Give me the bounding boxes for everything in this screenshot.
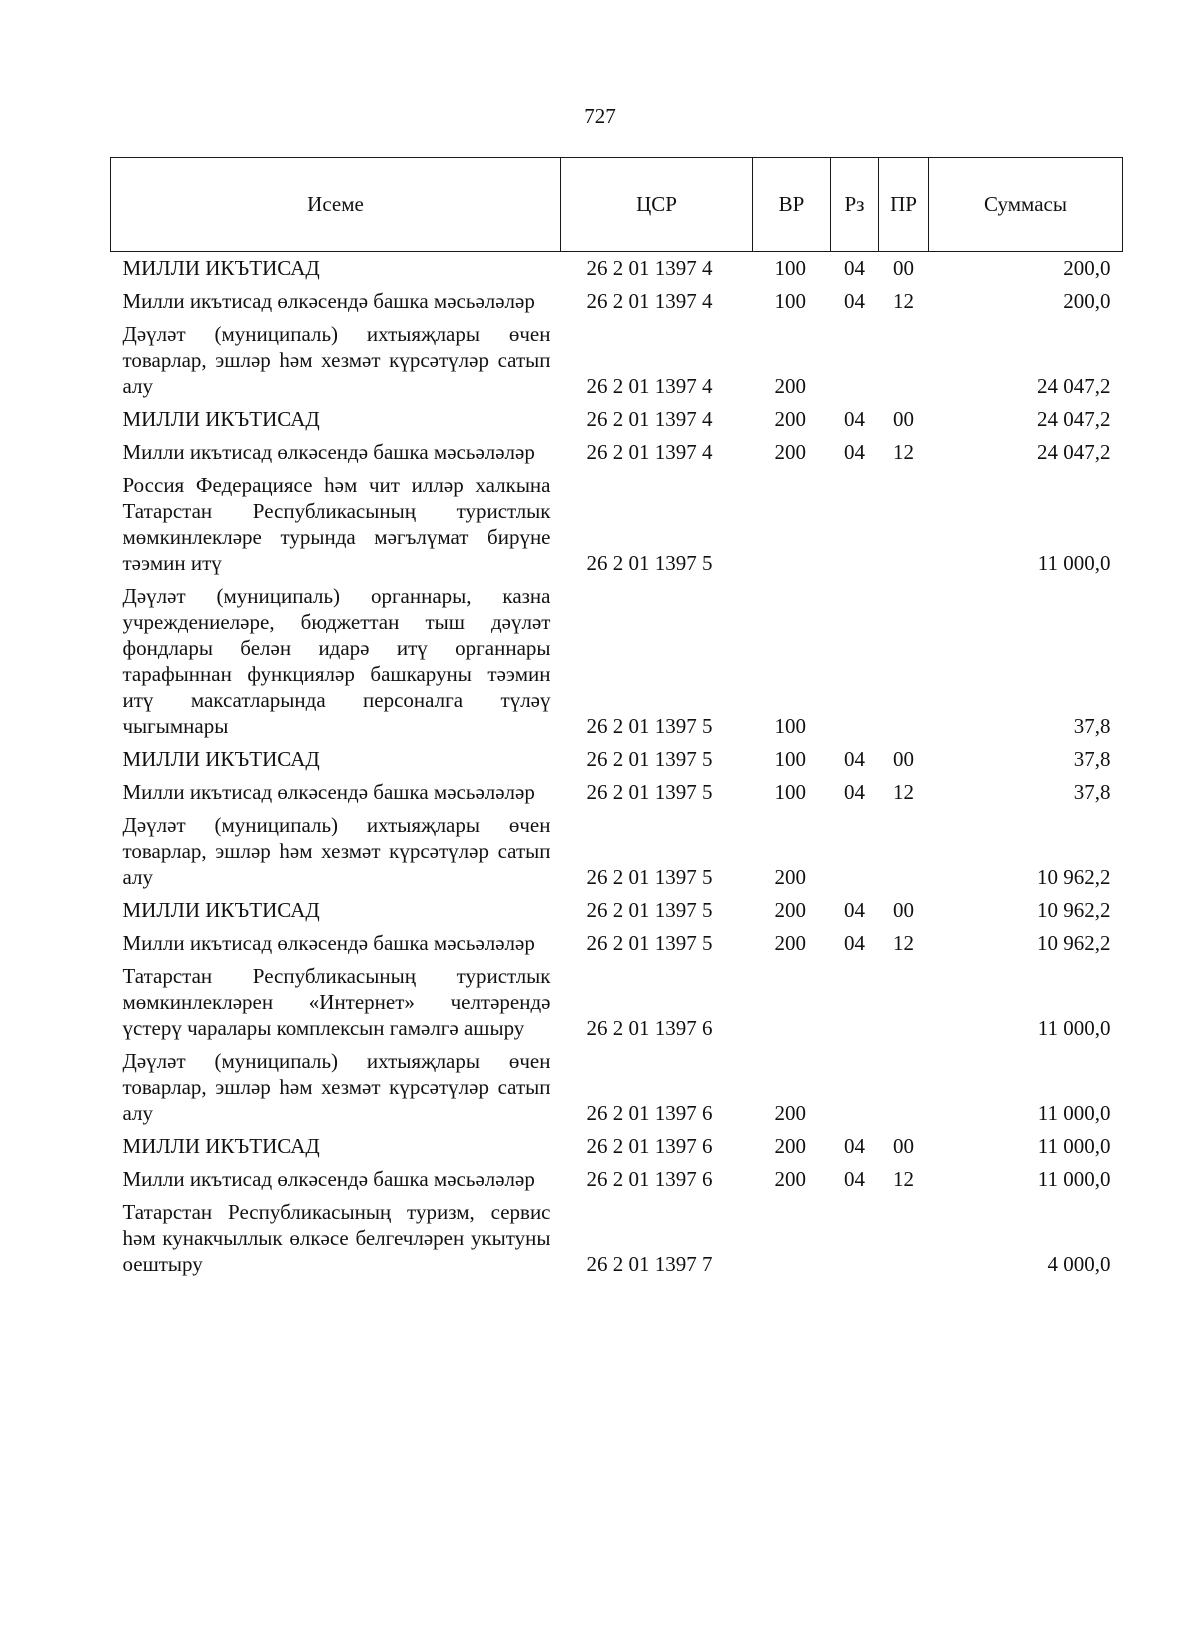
table-row [111,1163,1123,1196]
csr-cell: 26 2 01 1397 5 [586,780,713,804]
vr-cell: 200 [774,407,806,431]
vr-cell: 200 [774,440,806,464]
vr-cell: 100 [774,747,806,771]
header-sum: Суммасы [929,158,1123,252]
pr-cell: 00 [893,407,914,431]
table-row [111,318,1123,403]
name-cell: Милли икътисад өлкәсендә башка мәсьәләләр [122,780,535,804]
name-cell: Милли икътисад өлкәсендә башка мәсьәләләр [122,440,535,464]
name-cell: Дәүләт (муниципаль) ихтыяҗлары өчен товарлар, эшләр һәм хезмәт күрсәтүләр сатып алу [122,813,551,889]
pr-cell [879,960,929,1045]
table-row [111,469,1123,580]
sum-cell: 10 962,2 [1037,898,1111,922]
pr-cell [879,580,929,743]
sum-cell: 11 000,0 [1037,1134,1111,1158]
rz-cell: 04 [844,256,865,280]
csr-cell: 26 2 01 1397 7 [586,1252,713,1276]
vr-cell [753,469,831,580]
name-cell: Татарстан Республикасының туристлык мөмкинлекләрен «Интернет» челтәрендә үстерү чаралары комплексын гамәлгә ашыру [122,964,551,1040]
header-vr: ВР [753,158,831,252]
csr-cell: 26 2 01 1397 4 [586,289,713,313]
table-body [111,252,1123,1282]
name-cell: МИЛЛИ ИКЪТИСАД [122,256,320,280]
name-cell: Милли икътисад өлкәсендә башка мәсьәләләр [122,289,535,313]
csr-cell: 26 2 01 1397 5 [586,551,713,575]
name-cell: Милли икътисад өлкәсендә башка мәсьәләләр [122,931,535,955]
name-cell: МИЛЛИ ИКЪТИСАД [122,898,320,922]
budget-table [110,157,1123,1281]
name-cell: Милли икътисад өлкәсендә башка мәсьәләләр [122,1167,535,1191]
table-header [111,158,1123,252]
sum-cell: 10 962,2 [1037,865,1111,889]
sum-cell: 37,8 [1073,747,1111,771]
table-row [111,436,1123,469]
rz-cell: 04 [844,289,865,313]
csr-cell: 26 2 01 1397 5 [586,865,713,889]
pr-cell [879,469,929,580]
vr-cell: 100 [774,780,806,804]
header-pr: ПР [879,158,929,252]
pr-cell: 12 [893,931,914,955]
table-row [111,809,1123,894]
sum-cell: 200,0 [1063,256,1111,280]
pr-cell: 00 [893,256,914,280]
table-row [111,960,1123,1045]
header-rz: Рз [831,158,879,252]
vr-cell: 100 [774,256,806,280]
name-cell: Дәүләт (муниципаль) органнары, казна учреждениеләре, бюджеттан тыш дәүләт фондлары белән идарә итү органнары тарафыннан функцияләр башкаруны тәэмин итү максатларында персоналга түләү чыгымнары [122,584,551,738]
pr-cell: 12 [893,440,914,464]
table-row [111,285,1123,318]
csr-cell: 26 2 01 1397 6 [586,1167,713,1191]
name-cell: МИЛЛИ ИКЪТИСАД [122,747,320,771]
name-cell: Россия Федерациясе һәм чит илләр халкына Татарстан Республикасының туристлык мөмкинлекләре турында мәгълүмат бирүне тәэмин итү [122,473,551,575]
sum-cell: 11 000,0 [1037,1101,1111,1125]
vr-cell: 200 [774,865,806,889]
name-cell: МИЛЛИ ИКЪТИСАД [122,407,320,431]
header-csr: ЦСР [561,158,753,252]
csr-cell: 26 2 01 1397 6 [586,1016,713,1040]
sum-cell: 24 047,2 [1037,374,1111,398]
table-row [111,927,1123,960]
pr-cell [879,318,929,403]
vr-cell: 200 [774,1101,806,1125]
table-row [111,894,1123,927]
sum-cell: 200,0 [1063,289,1111,313]
rz-cell [831,1045,879,1130]
sum-cell: 24 047,2 [1037,440,1111,464]
csr-cell: 26 2 01 1397 5 [586,714,713,738]
vr-cell: 200 [774,374,806,398]
sum-cell: 10 962,2 [1037,931,1111,955]
csr-cell: 26 2 01 1397 4 [586,407,713,431]
pr-cell: 12 [893,289,914,313]
table-row [111,252,1123,286]
rz-cell: 04 [844,1134,865,1158]
sum-cell: 4 000,0 [1047,1252,1111,1276]
vr-cell [753,960,831,1045]
csr-cell: 26 2 01 1397 4 [586,256,713,280]
name-cell: Дәүләт (муниципаль) ихтыяҗлары өчен товарлар, эшләр һәм хезмәт күрсәтүләр сатып алу [122,1049,551,1125]
csr-cell: 26 2 01 1397 5 [586,931,713,955]
table-row [111,1045,1123,1130]
rz-cell [831,809,879,894]
sum-cell: 37,8 [1073,714,1111,738]
vr-cell: 200 [774,898,806,922]
pr-cell [879,1045,929,1130]
rz-cell: 04 [844,747,865,771]
rz-cell [831,318,879,403]
sum-cell: 37,8 [1073,780,1111,804]
csr-cell: 26 2 01 1397 6 [586,1101,713,1125]
pr-cell: 12 [893,780,914,804]
sum-cell: 11 000,0 [1037,1016,1111,1040]
vr-cell: 100 [774,289,806,313]
sum-cell: 11 000,0 [1037,551,1111,575]
name-cell: Татарстан Республикасының туризм, сервис һәм кунакчыллык өлкәсе белгечләрен укытуны оештыру [122,1200,551,1276]
pr-cell: 00 [893,898,914,922]
rz-cell [831,1196,879,1281]
header-name: Исеме [111,158,561,252]
pr-cell [879,809,929,894]
sum-cell: 11 000,0 [1037,1167,1111,1191]
vr-cell: 100 [774,714,806,738]
name-cell: МИЛЛИ ИКЪТИСАД [122,1134,320,1158]
csr-cell: 26 2 01 1397 5 [586,747,713,771]
table-row [111,1130,1123,1163]
table-row [111,403,1123,436]
rz-cell [831,580,879,743]
rz-cell [831,960,879,1045]
csr-cell: 26 2 01 1397 6 [586,1134,713,1158]
table-row [111,743,1123,776]
vr-cell [753,1196,831,1281]
rz-cell: 04 [844,407,865,431]
vr-cell: 200 [774,1167,806,1191]
name-cell: Дәүләт (муниципаль) ихтыяҗлары өчен товарлар, эшләр һәм хезмәт күрсәтүләр сатып алу [122,322,551,398]
csr-cell: 26 2 01 1397 5 [586,898,713,922]
page-number: 727 [584,104,616,128]
rz-cell [831,469,879,580]
pr-cell: 00 [893,747,914,771]
rz-cell: 04 [844,440,865,464]
pr-cell: 12 [893,1167,914,1191]
table-row [111,580,1123,743]
rz-cell: 04 [844,898,865,922]
rz-cell: 04 [844,1167,865,1191]
rz-cell: 04 [844,780,865,804]
pr-cell [879,1196,929,1281]
vr-cell: 200 [774,931,806,955]
pr-cell: 00 [893,1134,914,1158]
rz-cell: 04 [844,931,865,955]
sum-cell: 24 047,2 [1037,407,1111,431]
csr-cell: 26 2 01 1397 4 [586,440,713,464]
table-row [111,776,1123,809]
table-row [111,1196,1123,1281]
csr-cell: 26 2 01 1397 4 [586,374,713,398]
vr-cell: 200 [774,1134,806,1158]
